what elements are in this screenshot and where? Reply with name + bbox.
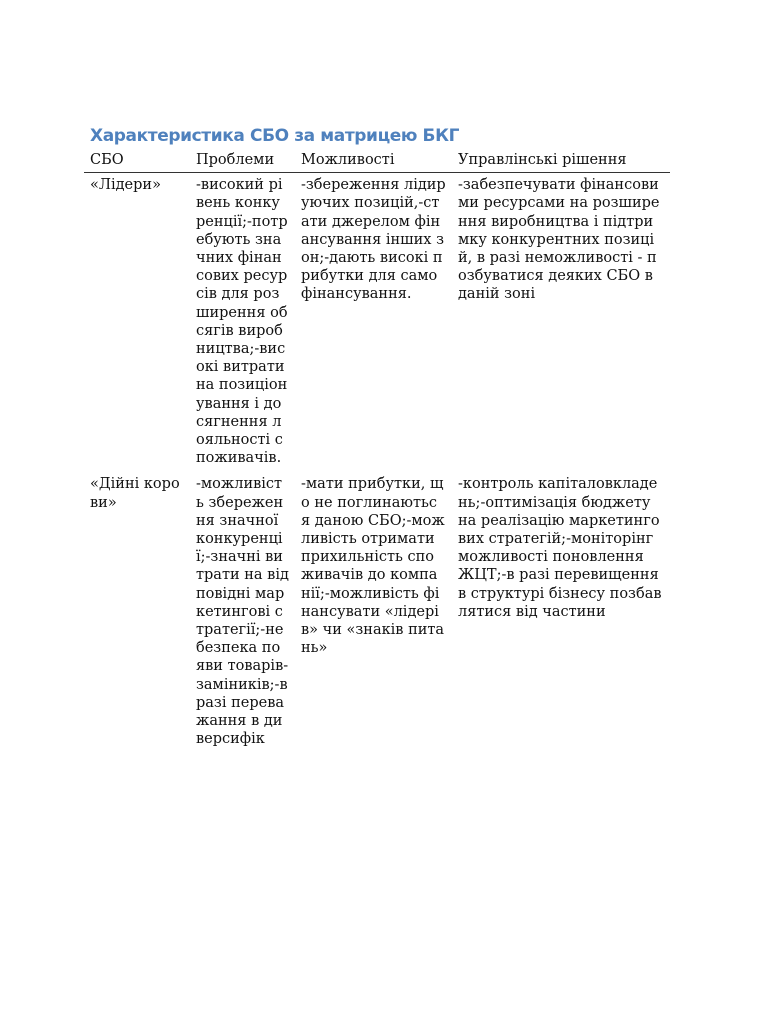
cell-decisions: -контроль капіталовкладень;-оптимізація бюджету на реалізацію маркетингових стратегій;-моніторінг можливості поновлення ЖЦТ;-в разі перевищення в структурі бізнесу позбавлятися від частини [458,476,662,620]
header-sbo: СБО [84,149,190,173]
cell-problems: -можливість збереження значної конкуренції;-значні витрати на відповідні маркетингові стратегії;-небезпека появи товарів-заміників;-в разі переважання в диверсифік [196,476,289,748]
table-header-row [84,149,670,173]
table-row [84,473,670,754]
bcg-matrix-table [84,149,670,755]
header-opportunities: Можливості [295,149,452,173]
header-problems: Проблеми [190,149,295,173]
cell-sbo: «Лідери» [90,177,161,194]
cell-opportunities: -мати прибутки, що не поглинаються даною СБО;-можливість отримати прихильність споживачів до компанії;-можливість фінансувати «лідерів» чи «знаків питань» [301,476,445,657]
table-row [84,173,670,474]
document-title: Характеристика СБО за матрицею БКГ [90,126,460,146]
header-decisions: Управлінські рішення [452,149,670,173]
cell-decisions: -забезпечувати фінансовими ресурсами на розширення виробництва і підтримку конкурентних позицій, в разі неможливості - позбуватися деяких СБО в даній зоні [458,177,660,303]
cell-problems: -високий рівень конкуренції;-потребують значних фінансових ресурсів для розширення обсягів виробництва;-високі витрати на позиціонування і досягнення лояльності споживачів. [196,177,288,467]
cell-sbo: «Дійні корови» [90,476,180,511]
cell-opportunities: -збереження лідируючих позицій,-стати джерелом фінансування інших зон;-дають високі прибутки для самофінансування. [301,177,446,303]
